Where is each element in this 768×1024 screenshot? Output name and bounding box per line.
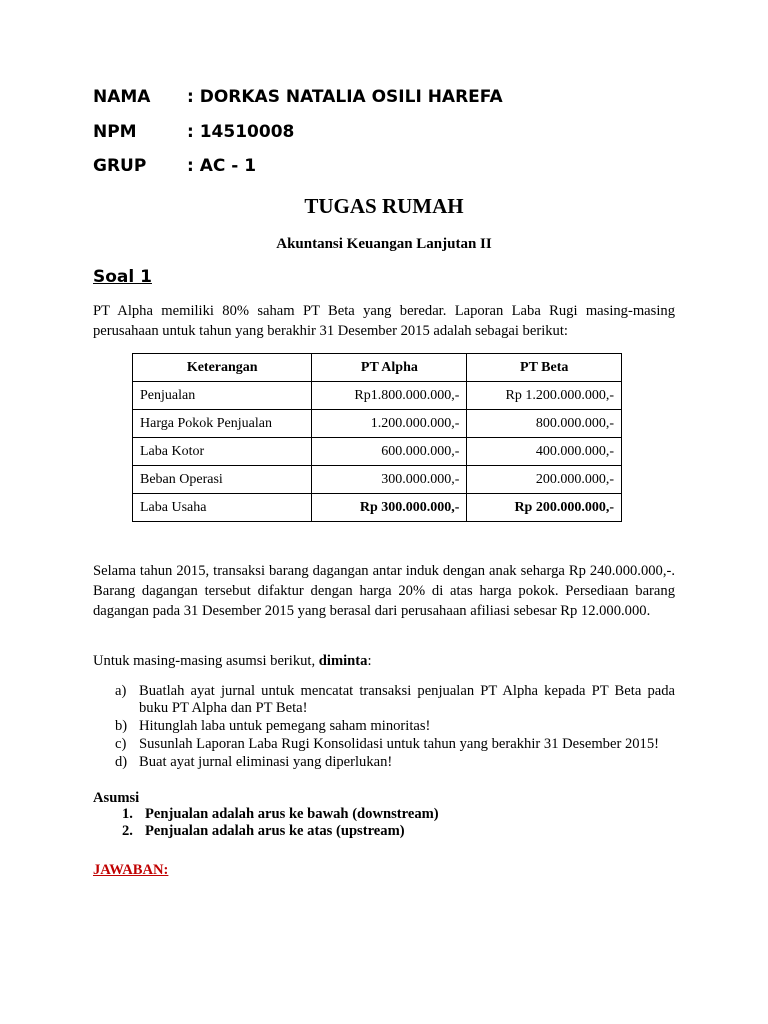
- document-title: TUGAS RUMAH: [304, 194, 464, 218]
- npm-value: : 14510008: [187, 122, 295, 142]
- list-item: [93, 823, 439, 840]
- table-row: [133, 438, 622, 466]
- list-marker: 2.: [122, 823, 133, 839]
- table-row: [133, 466, 622, 494]
- table-row: [133, 410, 622, 438]
- list-item-text: Hitunglah laba untuk pemegang saham minoritas!: [139, 718, 431, 734]
- instruction-tail: :: [367, 653, 372, 669]
- instruction-bold: diminta: [318, 653, 368, 669]
- group-label: GRUP: [93, 156, 147, 176]
- document-subtitle: Akuntansi Keuangan Lanjutan II: [276, 236, 492, 252]
- list-marker: d): [115, 754, 128, 770]
- section-heading: Soal 1: [93, 267, 152, 287]
- table-header-cell: Keterangan: [133, 354, 312, 382]
- assumption-heading: Asumsi: [93, 790, 140, 806]
- table-cell: Rp 200.000.000,-: [467, 494, 622, 522]
- list-marker: b): [115, 718, 128, 734]
- table-header-cell: PT Alpha: [312, 354, 467, 382]
- list-item-text: Buat ayat jurnal eliminasi yang diperlukan!: [139, 754, 393, 770]
- table-cell: Rp 1.200.000.000,-: [467, 382, 622, 410]
- list-marker: a): [115, 683, 127, 699]
- list-marker: 1.: [122, 806, 133, 822]
- table-cell: Harga Pokok Penjualan: [133, 410, 312, 438]
- list-item-text: Susunlah Laporan Laba Rugi Konsolidasi untuk tahun yang berakhir 31 Desember 2015!: [139, 736, 659, 752]
- income-statement-table: [132, 353, 622, 522]
- instruction-paragraph: [93, 651, 675, 671]
- table-cell: 300.000.000,-: [312, 466, 467, 494]
- group-value: : AC - 1: [187, 156, 257, 176]
- table-cell: Rp 300.000.000,-: [312, 494, 467, 522]
- list-item: [93, 718, 675, 735]
- table-header-cell: PT Beta: [467, 354, 622, 382]
- table-row: [133, 494, 622, 522]
- list-item-text: Penjualan adalah arus ke bawah (downstream): [145, 806, 439, 822]
- table-cell: 1.200.000.000,-: [312, 410, 467, 438]
- table-cell: 600.000.000,-: [312, 438, 467, 466]
- instruction-text: Untuk masing-masing asumsi berikut,: [93, 653, 319, 669]
- transaction-paragraph: Selama tahun 2015, transaksi barang dagangan antar induk dengan anak seharga Rp 240.000.000,-. Barang dagangan tersebut difaktur dengan harga 20% di atas harga pokok. Persediaan barang dagangan pada 31 Desember 2015 yang berasal dari perusahaan afiliasi sebesar Rp 12.000.000.: [93, 563, 675, 619]
- table-cell: Laba Kotor: [133, 438, 312, 466]
- intro-paragraph: PT Alpha memiliki 80% saham PT Beta yang beredar. Laporan Laba Rugi masing-masing perusahaan untuk tahun yang berakhir 31 Desember 2015 adalah sebagai berikut:: [93, 303, 675, 339]
- list-item: [93, 683, 675, 717]
- assumption-list: [93, 806, 439, 840]
- list-item-text: Penjualan adalah arus ke atas (upstream): [145, 823, 405, 839]
- table-cell: Rp1.800.000.000,-: [312, 382, 467, 410]
- answer-heading: JAWABAN:: [93, 862, 169, 878]
- task-list: [93, 683, 675, 772]
- table-cell: Beban Operasi: [133, 466, 312, 494]
- list-item: [93, 806, 439, 823]
- list-item-text: Buatlah ayat jurnal untuk mencatat transaksi penjualan PT Alpha kepada PT Beta pada buku PT Alpha dan PT Beta!: [139, 683, 675, 716]
- table-cell: Penjualan: [133, 382, 312, 410]
- list-item: [93, 754, 675, 771]
- npm-label: NPM: [93, 122, 137, 142]
- name-value: : DORKAS NATALIA OSILI HAREFA: [187, 87, 503, 107]
- name-label: NAMA: [93, 87, 151, 107]
- table-cell: Laba Usaha: [133, 494, 312, 522]
- table-cell: 200.000.000,-: [467, 466, 622, 494]
- list-item: [93, 736, 675, 753]
- list-marker: c): [115, 736, 127, 752]
- table-cell: 800.000.000,-: [467, 410, 622, 438]
- table-row: [133, 382, 622, 410]
- table-cell: 400.000.000,-: [467, 438, 622, 466]
- table-header-row: [133, 354, 622, 382]
